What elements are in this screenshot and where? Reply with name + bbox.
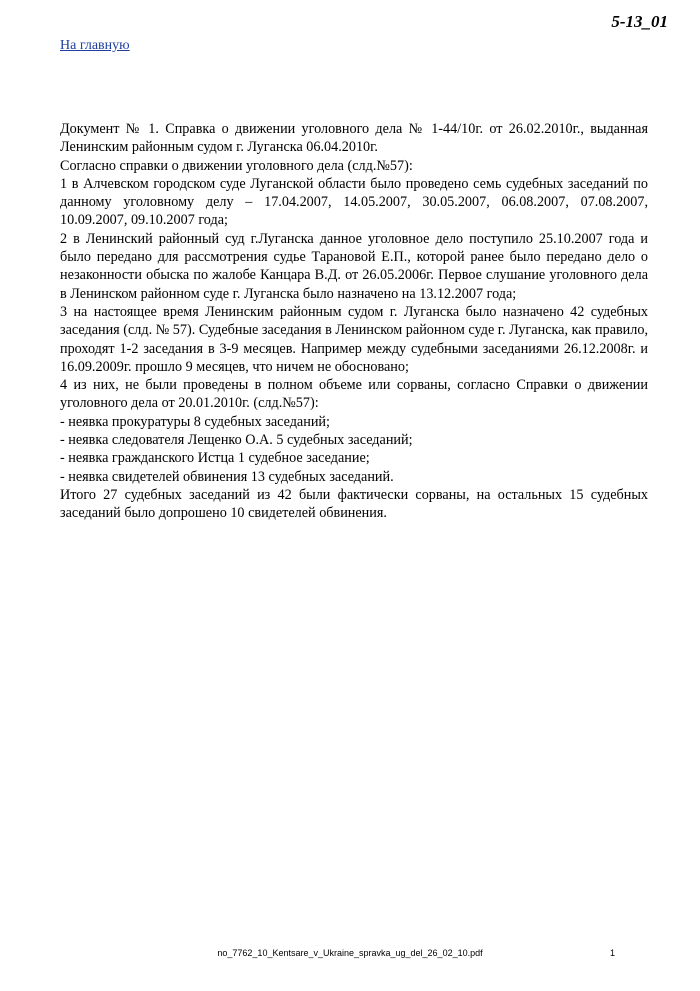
document-body — [60, 120, 648, 523]
list-item: - неявка следователя Лещенко О.А. 5 судебных заседаний; — [60, 432, 413, 449]
paragraph-total: Итого 27 судебных заседаний из 42 были фактически сорваны, на остальных 15 судебных заседаний было допрошено 10 свидетелей обвинения. — [60, 486, 648, 522]
paragraph-intro: Согласно справки о движении уголовного дела (слд.№57): — [60, 157, 413, 174]
page-number: 1 — [609, 948, 615, 958]
document-title: Документ № 1. Справка о движении уголовного дела № 1-44/10г. от 26.02.2010г., выданная Ленинским районным судом г. Луганска 06.04.2010г. — [60, 121, 648, 156]
paragraph-item-4: 4 из них, не были проведены в полном объеме или сорваны, согласно Справки о движении уголовного дела от 20.01.2010г. (слд.№57): — [60, 377, 648, 412]
paragraph-item-3: 3 на настоящее время Ленинским районным судом г. Луганска было назначено 42 судебных заседания (слд. № 57). Судебные заседания в Ленинском районном суде г. Луганска, как правило, проходят 1-2 заседания в 3-9 месяцев. Например между судебными заседаниями 26.12.2008г. и 16.09.2009г. прошло 9 месяцев, что ничем не обосновано; — [60, 303, 648, 375]
list-item: - неявка гражданского Истца 1 судебное заседание; — [60, 450, 370, 467]
list-item: - неявка прокуратуры 8 судебных заседаний; — [60, 413, 330, 430]
list-item: - неявка свидетелей обвинения 13 судебных заседаний. — [60, 468, 394, 485]
home-link[interactable]: На главную — [60, 38, 130, 53]
paragraph-item-1: 1 в Алчевском городском суде Луганской области было проведено семь судебных заседаний по данному уголовному делу – 17.04.2007, 14.05.2007, 30.05.2007, 06.08.2007, 07.08.2007, 10.09.2007, 09.10.2007 года; — [60, 175, 648, 229]
paragraph-item-2: 2 в Ленинский районный суд г.Луганска данное уголовное дело поступило 25.10.2007 года и было передано для рассмотрения судье Тарановой Е.П., которой ранее было передано дело о незаконности обыска по жалобе Канцара В.Д. от 26.05.2006г. Первое слушание уголовного дела в Ленинском районном суде г. Луганска было назначено на 13.12.2007 года; — [60, 230, 648, 302]
page-code: 5-13_01 — [611, 12, 668, 31]
footer-filename: no_7762_10_Kentsare_v_Ukraine_spravka_ug_del_26_02_10.pdf — [217, 948, 483, 958]
